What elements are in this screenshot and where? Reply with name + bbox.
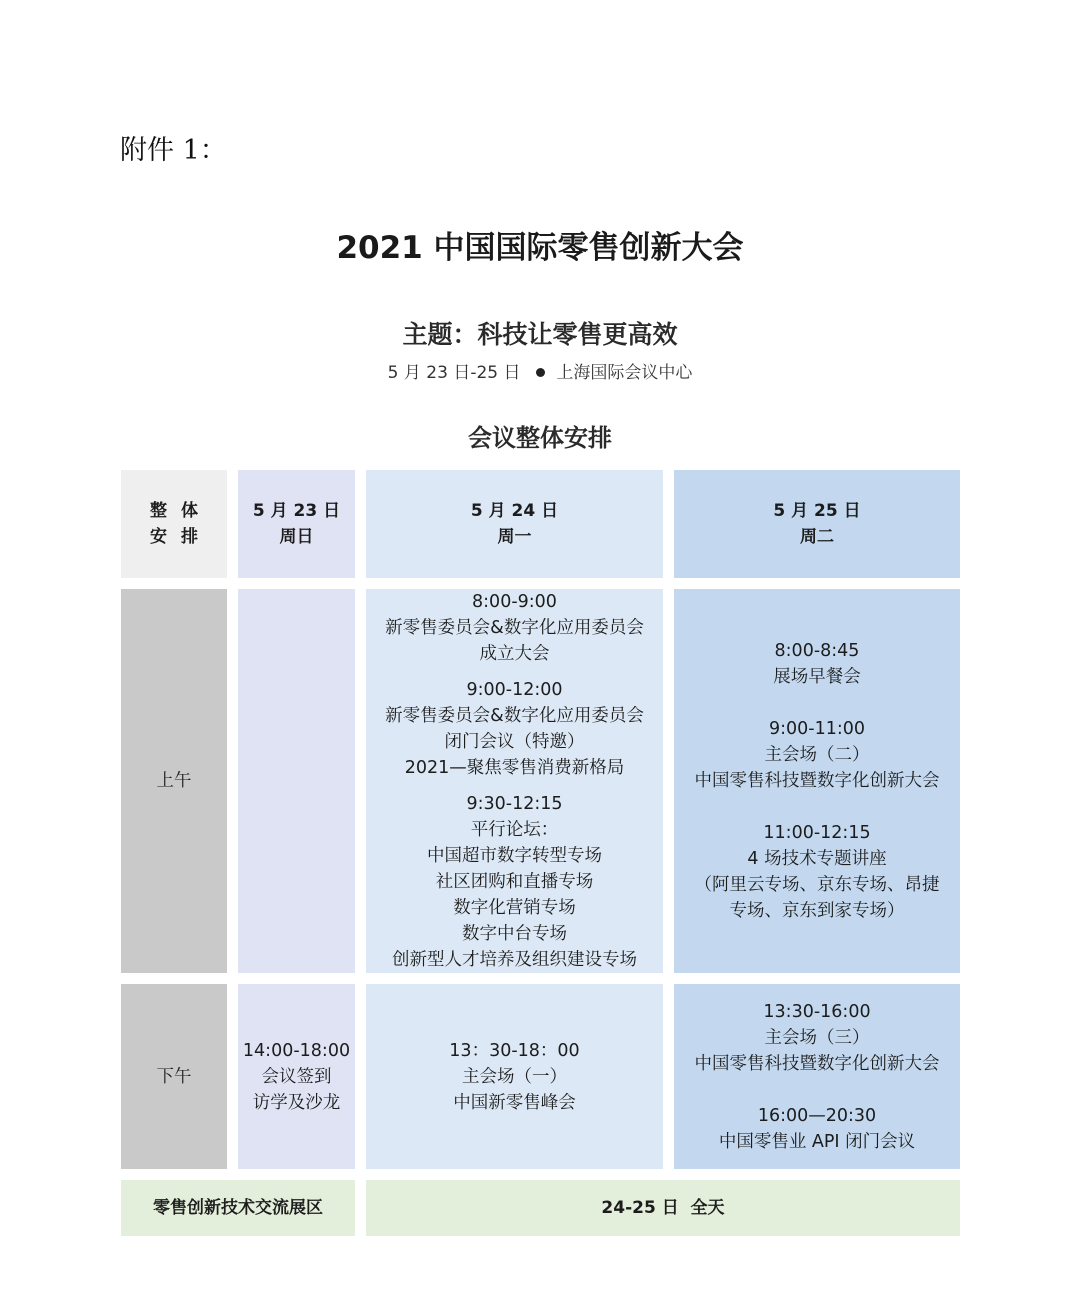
header-day-23 — [238, 470, 355, 578]
afternoon-label: 下午 — [156, 1066, 192, 1087]
session-time: 11:00-12:15 — [763, 823, 871, 843]
session-line: 中国零售业 API 闭门会议 — [718, 1131, 916, 1152]
session-line: 2021—聚焦零售消费新格局 — [404, 758, 625, 778]
attachment-label: 附件 1： — [120, 135, 227, 166]
session-line: 数字化营销专场 — [453, 898, 576, 918]
session-time: 16:00—20:30 — [757, 1105, 877, 1126]
bullet-dot-icon — [536, 368, 545, 377]
morning-day-24-cell — [366, 589, 663, 973]
header-weekday: 周一 — [497, 527, 532, 547]
session-line: 数字中台专场 — [462, 924, 567, 944]
session-line: 社区团购和直播专场 — [435, 872, 594, 892]
expo-label: 零售创新技术交流展区 — [153, 1198, 323, 1218]
session-line: 主会场（一） — [462, 1066, 567, 1087]
header-date: 5 月 25 日 — [773, 501, 861, 521]
corner-header-cell — [121, 470, 227, 578]
header-weekday: 周二 — [800, 527, 834, 547]
morning-label-cell — [121, 589, 227, 973]
session-line: 闭门会议（特邀） — [444, 732, 585, 752]
session-line: 中国新零售峰会 — [453, 1092, 576, 1113]
session-time: 9:00-11:00 — [768, 719, 866, 739]
header-weekday: 周日 — [279, 527, 314, 547]
session-line: 中国零售科技暨数字化创新大会 — [694, 1053, 940, 1074]
morning-day-25-cell — [674, 589, 960, 973]
session-line: 中国零售科技暨数字化创新大会 — [694, 771, 940, 791]
session-line: 主会场（二） — [764, 745, 870, 765]
session-line: 平行论坛： — [470, 820, 559, 840]
session-time: 13:30-16:00 — [763, 1001, 871, 1022]
page-title: 2021 中国国际零售创新大会 — [336, 230, 744, 266]
session-line: 创新型人才培养及组织建设专场 — [392, 950, 637, 970]
theme-subtitle: 主题：科技让零售更高效 — [402, 320, 678, 349]
expo-value: 24-25 日 全天 — [601, 1198, 725, 1218]
session-line: 中国超市数字转型专场 — [427, 846, 602, 866]
corner-line-2: 安排 — [150, 527, 212, 547]
session-line: 展场早餐会 — [773, 667, 861, 687]
session-line: （阿里云专场、京东专场、昂捷 — [694, 875, 940, 895]
header-day-24 — [366, 470, 663, 578]
session-line: 新零售委员会&数字化应用委员会 — [385, 706, 644, 726]
afternoon-day-24-cell — [366, 984, 663, 1169]
session-line: 4 场技术专题讲座 — [747, 849, 887, 869]
date-range: 5 月 23 日-25 日 — [387, 363, 521, 383]
afternoon-day-25-cell — [674, 984, 960, 1169]
session-time: 9:00-12:00 — [466, 680, 563, 700]
venue: 上海国际会议中心 — [556, 363, 693, 383]
expo-label-cell — [121, 1180, 355, 1236]
session-time: 8:00-8:45 — [774, 641, 860, 661]
morning-day-23-cell — [238, 589, 355, 973]
date-venue-line — [0, 358, 1080, 383]
session-line: 主会场（三） — [764, 1027, 870, 1048]
session-line: 新零售委员会&数字化应用委员会 — [385, 618, 644, 638]
expo-value-cell — [366, 1180, 960, 1236]
session-line: 会议签到 — [261, 1066, 332, 1087]
header-date: 5 月 23 日 — [252, 501, 341, 521]
session-line: 成立大会 — [479, 644, 550, 664]
section-title: 会议整体安排 — [468, 424, 612, 452]
session-line: 访学及沙龙 — [252, 1092, 341, 1113]
corner-line-1: 整体 — [150, 501, 212, 521]
afternoon-day-23-cell — [238, 984, 355, 1169]
header-date: 5 月 24 日 — [470, 501, 559, 521]
session-line: 专场、京东到家专场） — [729, 901, 905, 921]
afternoon-label-cell — [121, 984, 227, 1169]
session-time: 14:00-18:00 — [242, 1040, 351, 1061]
session-time: 8:00-9:00 — [472, 592, 557, 612]
session-time: 9:30-12:15 — [466, 794, 563, 814]
morning-label: 上午 — [156, 771, 192, 791]
session-time: 13：30-18：00 — [449, 1040, 580, 1061]
header-day-25 — [674, 470, 960, 578]
